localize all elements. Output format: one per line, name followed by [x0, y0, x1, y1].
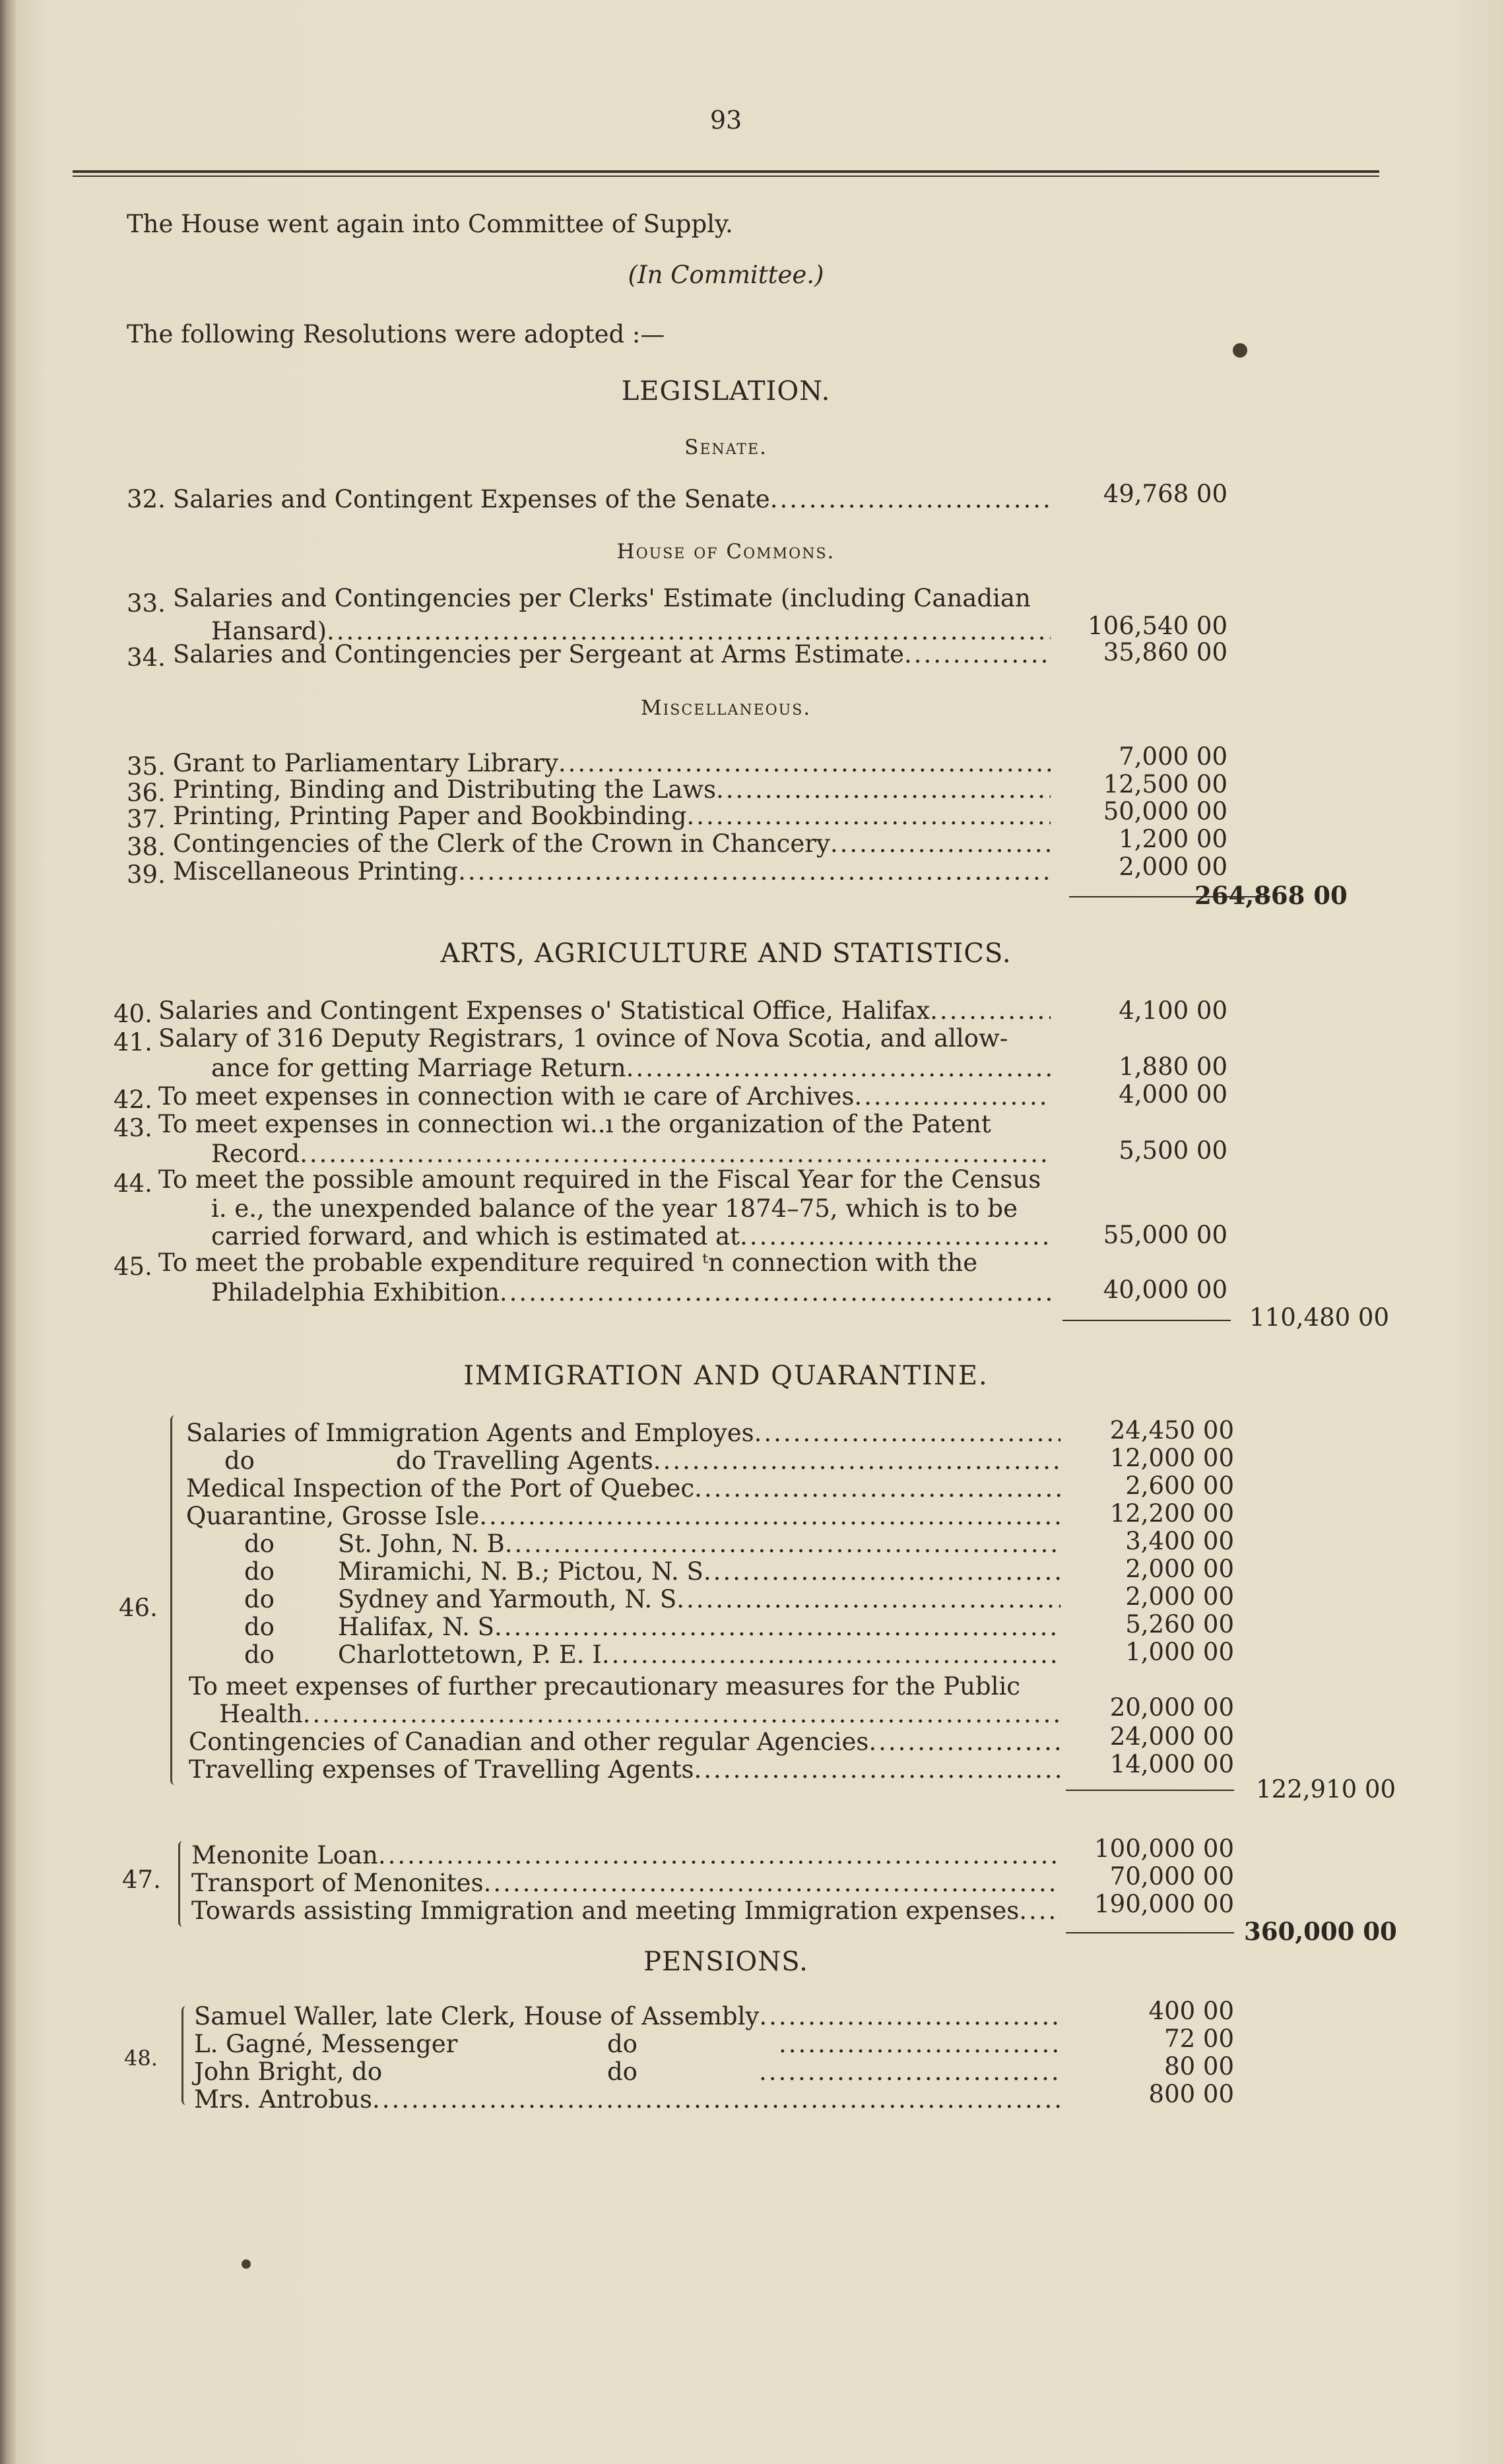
- item-text: To meet the possible amount required in the Fiscal Year for the Census: [158, 1165, 1041, 1194]
- item-amount: 1,200 00: [1119, 825, 1227, 853]
- immigration-amount: 2,600 00: [1125, 1472, 1234, 1500]
- item-number: 44.: [114, 1169, 152, 1198]
- heading-pensions: PENSIONS.: [643, 1947, 808, 1977]
- immigration-row: Medical Inspection of the Port of Quebec .....: [186, 1474, 1061, 1503]
- subtotal-rule: [1063, 1320, 1231, 1321]
- item-text-cont: carried forward, and which is estimated at .....: [211, 1222, 1051, 1250]
- immigration-amount: 12,200 00: [1109, 1499, 1234, 1528]
- item-amount: 106,540 00: [1088, 612, 1227, 640]
- subheading-misc: Miscellaneous.: [640, 696, 812, 720]
- pension-row: John Bright, do: [194, 2058, 383, 2086]
- header-rule: [73, 170, 1379, 173]
- immigration-amount: 5,260 00: [1125, 1610, 1234, 1638]
- immigration-row: Travelling expenses of Travelling Agents .....: [189, 1755, 1061, 1784]
- item-number: 38.: [127, 833, 166, 861]
- resolutions-intro: The following Resolutions were adopted :—: [127, 320, 665, 348]
- item-amount: 55,000 00: [1103, 1221, 1227, 1249]
- pension-amount: 400 00: [1148, 1997, 1234, 2025]
- immigration-row: Halifax, N. S .....: [338, 1613, 1061, 1641]
- brace-47: [178, 1841, 183, 1927]
- immigration-row: Miramichi, N. B.; Pictou, N. S .....: [338, 1557, 1061, 1586]
- item-number: 35.: [127, 752, 166, 781]
- ditto-mark: do: [244, 1585, 275, 1613]
- header-rule-thin: [73, 176, 1379, 177]
- pension-row: Mrs. Antrobus .....: [194, 2085, 1061, 2114]
- immigration-amount: 100,000 00: [1094, 1834, 1234, 1863]
- immigration-row: Charlottetown, P. E. I .....: [338, 1640, 1061, 1669]
- subtotal-rule: [1066, 1932, 1234, 1933]
- item-text: Printing, Printing Paper and Bookbinding .....: [173, 802, 1051, 830]
- committee-note: (In Committee.): [628, 261, 824, 289]
- item-text-cont: Hansard) .....: [211, 617, 1051, 645]
- immigration-amount: 3,400 00: [1125, 1527, 1234, 1555]
- section-total: 264,868 00: [1194, 881, 1348, 910]
- item-amount: 4,000 00: [1119, 1080, 1227, 1109]
- item-number: 32.: [127, 485, 166, 513]
- item-amount: 12,500 00: [1103, 770, 1227, 798]
- brace-48: [181, 2006, 186, 2105]
- immigration-amount: 12,000 00: [1109, 1444, 1234, 1472]
- leader-dots: [779, 2030, 1061, 2058]
- item-text: Salaries and Contingent Expenses of the Senate .....: [173, 485, 1051, 513]
- immigration-row: To meet expenses of further precautionary measures for the Public: [189, 1672, 1021, 1701]
- immigration-amount: 24,450 00: [1109, 1416, 1234, 1444]
- immigration-row: Quarantine, Grosse Isle .....: [186, 1502, 1061, 1530]
- item-number: 43.: [114, 1114, 152, 1142]
- ditto-mark: do: [224, 1446, 255, 1475]
- immigration-amount: 24,000 00: [1109, 1722, 1234, 1751]
- ditto-mark: do: [607, 2030, 638, 2058]
- leader-dots: [759, 2058, 1061, 2086]
- item-number: 45.: [114, 1252, 152, 1281]
- immigration-row: Contingencies of Canadian and other regular Agencies .....: [189, 1728, 1061, 1756]
- item-number: 34.: [127, 643, 166, 672]
- pension-row: L. Gagné, Messenger: [194, 2030, 458, 2058]
- page-number: 93: [709, 106, 742, 135]
- item-text-cont: ance for getting Marriage Return .....: [211, 1054, 1051, 1082]
- ink-spot: [1233, 343, 1247, 358]
- item-number: 37.: [127, 805, 166, 833]
- heading-arts: ARTS, AGRICULTURE AND STATISTICS.: [440, 938, 1012, 969]
- item-text: Salaries and Contingencies per Sergeant at Arms Estimate .....: [173, 640, 1051, 668]
- item-number: 46.: [119, 1594, 158, 1622]
- immigration-amount: 70,000 00: [1109, 1862, 1234, 1891]
- item-number: 42.: [114, 1086, 152, 1114]
- pension-row: Samuel Waller, late Clerk, House of Assembly .....: [194, 2002, 1061, 2030]
- item-text: Contingencies of the Clerk of the Crown in Chancery .....: [173, 829, 1051, 858]
- item-number: 33.: [127, 589, 166, 618]
- item-number: 39.: [127, 860, 166, 889]
- ditto-mark: do: [244, 1530, 275, 1558]
- item-text: Grant to Parliamentary Library .....: [173, 749, 1051, 777]
- item-text: Printing, Binding and Distributing the Laws .....: [173, 775, 1051, 804]
- ink-spot: [242, 2259, 251, 2269]
- pension-amount: 72 00: [1164, 2025, 1234, 2053]
- heading-immigration: IMMIGRATION AND QUARANTINE.: [463, 1361, 989, 1391]
- item-number: 48.: [124, 2046, 158, 2071]
- item-amount: 1,880 00: [1119, 1053, 1227, 1081]
- immigration-row: Sydney and Yarmouth, N. S .....: [338, 1585, 1061, 1613]
- immigration-amount: 14,000 00: [1109, 1750, 1234, 1778]
- item-text-cont: Philadelphia Exhibition .....: [211, 1278, 1051, 1307]
- subtotal-rule: [1066, 1790, 1234, 1791]
- item-amount: 49,768 00: [1103, 480, 1227, 508]
- item-text: Miscellaneous Printing .....: [173, 857, 1051, 886]
- ditto-mark: do: [244, 1613, 275, 1641]
- immigration-amount: 2,000 00: [1125, 1555, 1234, 1583]
- item-amount: 4,100 00: [1119, 996, 1227, 1025]
- item-amount: 5,500 00: [1119, 1136, 1227, 1165]
- item-amount: 7,000 00: [1119, 742, 1227, 771]
- ditto-mark: do: [607, 2058, 638, 2086]
- item-amount: 50,000 00: [1103, 797, 1227, 826]
- immigration-row: Transport of Menonites .....: [191, 1869, 1061, 1897]
- immigration-amount: 1,000 00: [1125, 1638, 1234, 1666]
- section-total: 122,910 00: [1256, 1775, 1396, 1803]
- brace-46: [170, 1415, 175, 1785]
- ditto-mark: do: [244, 1557, 275, 1586]
- immigration-row: do Travelling Agents .....: [396, 1446, 1061, 1475]
- item-text-cont: Record .....: [211, 1140, 1051, 1168]
- item-text: To meet the probable expenditure required ᵗn connection with the: [158, 1248, 978, 1277]
- immigration-row-cont: Health .....: [219, 1700, 1061, 1728]
- immigration-amount: 20,000 00: [1109, 1693, 1234, 1722]
- item-amount: 2,000 00: [1119, 853, 1227, 881]
- item-text: Salary of 316 Deputy Registrars, 1 ovince of Nova Scotia, and allow-: [158, 1024, 1008, 1053]
- immigration-amount: 2,000 00: [1125, 1582, 1234, 1611]
- item-text-cont: i. e., the unexpended balance of the year 1874–75, which is to be: [211, 1194, 1018, 1223]
- ditto-mark: do: [244, 1640, 275, 1669]
- pension-amount: 800 00: [1148, 2080, 1234, 2108]
- section-total: 360,000 00: [1244, 1917, 1397, 1946]
- heading-legislation: LEGISLATION.: [621, 376, 831, 406]
- immigration-row: Towards assisting Immigration and meeting Immigration expenses .....: [191, 1897, 1061, 1925]
- subheading-senate: Senate.: [684, 436, 768, 459]
- intro-line: The House went again into Committee of Supply.: [127, 210, 733, 238]
- item-number: 47.: [122, 1865, 161, 1894]
- pension-amount: 80 00: [1164, 2052, 1234, 2081]
- item-number: 41.: [114, 1028, 152, 1056]
- item-number: 36.: [127, 779, 166, 807]
- item-amount: 35,860 00: [1103, 638, 1227, 666]
- section-total: 110,480 00: [1249, 1303, 1389, 1332]
- immigration-row: Salaries of Immigration Agents and Employes .....: [186, 1419, 1061, 1447]
- item-text: To meet expenses in connection with ıe care of Archives .....: [158, 1082, 1051, 1111]
- immigration-row: Menonite Loan .....: [191, 1841, 1061, 1869]
- item-text: Salaries and Contingent Expenses o' Statistical Office, Halifax .....: [158, 996, 1051, 1025]
- item-number: 40.: [114, 1000, 152, 1028]
- item-text: Salaries and Contingencies per Clerks' Estimate (including Canadian: [173, 584, 1031, 612]
- immigration-amount: 190,000 00: [1094, 1890, 1234, 1918]
- subheading-commons: House of Commons.: [616, 540, 835, 564]
- immigration-row: St. John, N. B .....: [338, 1530, 1061, 1558]
- item-text: To meet expenses in connection wi..ı the organization of the Patent: [158, 1110, 991, 1138]
- item-amount: 40,000 00: [1103, 1276, 1227, 1304]
